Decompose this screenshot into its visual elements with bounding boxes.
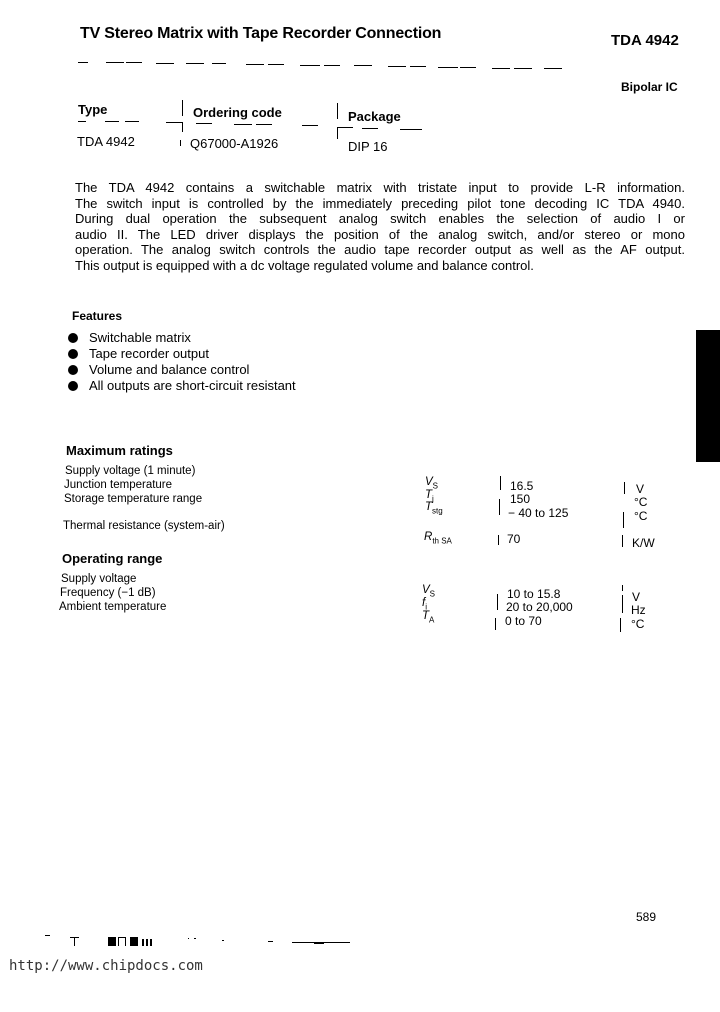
rating-label: Junction temperature bbox=[64, 479, 173, 491]
feature-text: Tape recorder output bbox=[89, 346, 209, 361]
rating-label: Supply voltage (1 minute) bbox=[65, 465, 196, 477]
col-divider bbox=[622, 535, 623, 547]
part-number: TDA 4942 bbox=[611, 32, 679, 49]
operating-range-heading: Operating range bbox=[62, 551, 163, 566]
operating-label: Ambient temperature bbox=[59, 601, 167, 613]
source-url[interactable]: http://www.chipdocs.com bbox=[9, 958, 203, 974]
operating-label: Frequency (−1 dB) bbox=[60, 587, 156, 599]
table-rule bbox=[105, 121, 119, 122]
cell-ordering-code: Q67000-A1926 bbox=[190, 136, 279, 151]
col-divider bbox=[622, 595, 623, 613]
table-rule bbox=[78, 121, 86, 122]
rating-value: − 40 to 125 bbox=[508, 506, 569, 520]
col-divider bbox=[337, 127, 338, 139]
operating-unit: Hz bbox=[631, 603, 646, 617]
table-rule bbox=[362, 128, 378, 129]
bullet-icon bbox=[68, 349, 78, 359]
description-line: audio II. The LED driver displays the position of the analog switch, and/or stereo or mono bbox=[75, 226, 685, 242]
feature-item bbox=[68, 362, 296, 378]
feature-text: All outputs are short-circuit resistant bbox=[89, 378, 296, 393]
table-rule bbox=[302, 125, 318, 126]
rating-symbol: $T_j$ bbox=[425, 489, 434, 504]
description-line: The switch input is controlled by the immediately preceding pilot tone decoding IC TDA 4940. bbox=[75, 195, 685, 211]
col-divider bbox=[622, 585, 623, 591]
bullet-icon bbox=[68, 333, 78, 343]
rating-value: 16.5 bbox=[510, 479, 534, 493]
col-divider bbox=[499, 499, 500, 515]
operating-value: 10 to 15.8 bbox=[507, 587, 561, 601]
col-divider bbox=[624, 482, 625, 494]
col-header-ordering-code: Ordering code bbox=[193, 105, 282, 120]
rating-unit: °C bbox=[634, 509, 648, 523]
description-line: During dual operation the subsequent analog switch enables the selection of audio I or bbox=[75, 211, 685, 226]
max-ratings-heading: Maximum ratings bbox=[66, 443, 173, 458]
rating-unit: V bbox=[636, 482, 645, 496]
description-line: The TDA 4942 contains a switchable matrix with tristate input to provide L-R information. bbox=[75, 180, 685, 195]
page-number: 589 bbox=[636, 910, 657, 924]
rating-unit: K/W bbox=[632, 536, 655, 550]
description-line: This output is equipped with a dc voltage regulated volume and balance control. bbox=[75, 257, 534, 273]
footer-scan-marks bbox=[42, 935, 352, 947]
table-rule bbox=[125, 121, 139, 122]
header-rule-dashed bbox=[78, 60, 690, 74]
operating-label: Supply voltage bbox=[61, 573, 137, 585]
technology-label: Bipolar IC bbox=[621, 80, 678, 94]
rating-value: 150 bbox=[510, 492, 531, 506]
feature-text: Volume and balance control bbox=[89, 362, 250, 377]
rating-value: 70 bbox=[507, 532, 521, 546]
rating-unit: °C bbox=[634, 495, 648, 509]
rating-symbol: $R_{th SA}$ bbox=[424, 531, 452, 546]
col-divider bbox=[182, 100, 183, 116]
cell-package: DIP 16 bbox=[348, 139, 388, 154]
section-thumb-tab bbox=[696, 330, 720, 462]
document-title: TV Stereo Matrix with Tape Recorder Connection bbox=[80, 25, 442, 42]
rating-symbol: $V_S$ bbox=[425, 476, 439, 491]
col-divider bbox=[182, 122, 183, 132]
operating-value: 0 to 70 bbox=[505, 614, 542, 628]
feature-text: Switchable matrix bbox=[89, 330, 191, 345]
operating-unit: V bbox=[632, 590, 641, 604]
bullet-icon bbox=[68, 381, 78, 391]
table-rule bbox=[256, 124, 272, 125]
operating-symbol: $f_i$ bbox=[422, 597, 427, 612]
table-rule bbox=[400, 129, 422, 130]
description-line: operation. The analog switch controls the audio tape recorder output as well as the AF output. bbox=[75, 242, 685, 257]
cell-type: TDA 4942 bbox=[77, 134, 135, 149]
col-divider bbox=[497, 594, 498, 610]
table-rule bbox=[196, 123, 212, 124]
features-heading: Features bbox=[72, 309, 123, 323]
rating-label: Storage temperature range bbox=[64, 493, 203, 505]
col-divider bbox=[500, 476, 501, 490]
col-divider bbox=[180, 140, 181, 146]
col-divider bbox=[495, 618, 496, 630]
rating-symbol: $T_{stg}$ bbox=[425, 501, 443, 516]
table-rule bbox=[234, 124, 252, 125]
col-divider bbox=[337, 103, 338, 119]
rating-label: Thermal resistance (system-air) bbox=[63, 520, 225, 532]
col-divider bbox=[498, 535, 499, 545]
features-list bbox=[68, 330, 296, 394]
table-rule bbox=[337, 127, 353, 128]
operating-symbol: $V_S$ bbox=[422, 584, 436, 599]
feature-item bbox=[68, 378, 296, 394]
feature-item bbox=[68, 330, 296, 346]
operating-unit: °C bbox=[631, 617, 645, 631]
col-header-package: Package bbox=[348, 109, 401, 124]
col-divider bbox=[620, 618, 621, 632]
table-rule bbox=[166, 122, 182, 123]
col-header-type: Type bbox=[78, 102, 108, 117]
bullet-icon bbox=[68, 365, 78, 375]
description-paragraph bbox=[75, 180, 685, 273]
feature-item bbox=[68, 346, 296, 362]
operating-value: 20 to 20,000 bbox=[506, 600, 573, 614]
col-divider bbox=[623, 512, 624, 528]
operating-symbol: $T_A$ bbox=[422, 610, 435, 625]
